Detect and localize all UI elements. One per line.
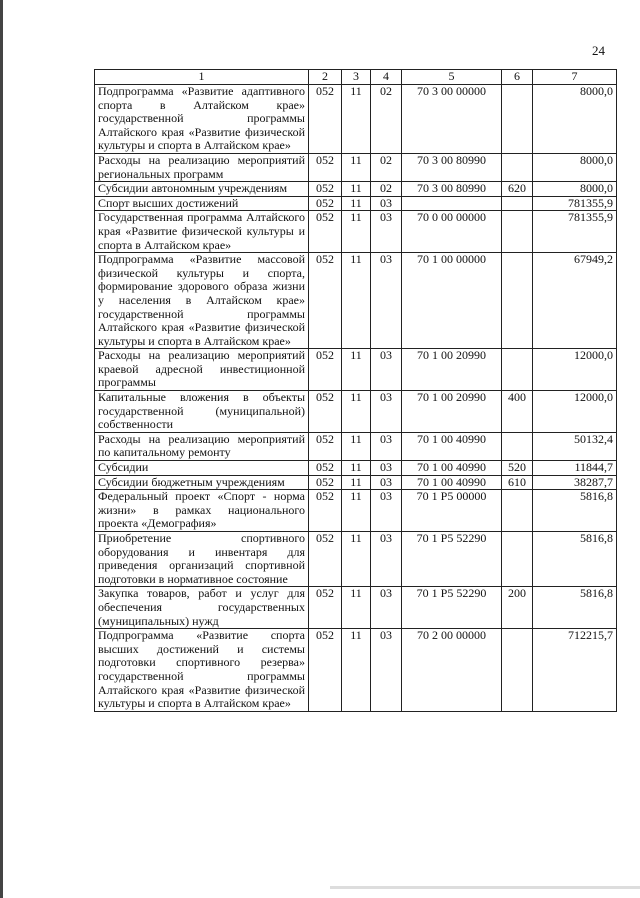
cell-csr: 70 1 00 00000 <box>402 253 502 349</box>
cell-csr: 70 3 00 00000 <box>402 85 502 154</box>
cell-vr <box>502 253 533 349</box>
cell-ved: 052 <box>309 211 342 253</box>
cell-ved: 052 <box>309 532 342 587</box>
cell-vr <box>502 211 533 253</box>
table-row <box>95 182 617 197</box>
cell-sum: 38287,7 <box>533 475 617 490</box>
cell-rz: 11 <box>342 629 371 712</box>
table-row <box>95 196 617 211</box>
table-row <box>95 532 617 587</box>
cell-name: Капитальные вложения в объекты государственной (муниципальной) собственности <box>95 391 309 433</box>
cell-csr <box>402 196 502 211</box>
cell-pr: 03 <box>371 349 402 391</box>
cell-ved: 052 <box>309 490 342 532</box>
cell-csr: 70 3 00 80990 <box>402 153 502 181</box>
cell-ved: 052 <box>309 85 342 154</box>
cell-csr: 70 0 00 00000 <box>402 211 502 253</box>
table-row <box>95 432 617 460</box>
table-row <box>95 587 617 629</box>
cell-csr: 70 3 00 80990 <box>402 182 502 197</box>
cell-rz: 11 <box>342 532 371 587</box>
cell-rz: 11 <box>342 391 371 433</box>
cell-vr <box>502 85 533 154</box>
cell-pr: 03 <box>371 211 402 253</box>
cell-rz: 11 <box>342 432 371 460</box>
column-header: 4 <box>371 70 402 85</box>
column-header: 6 <box>502 70 533 85</box>
cell-vr: 200 <box>502 587 533 629</box>
cell-rz: 11 <box>342 153 371 181</box>
cell-csr: 70 1 00 40990 <box>402 432 502 460</box>
table-row <box>95 475 617 490</box>
cell-sum: 8000,0 <box>533 182 617 197</box>
cell-csr: 70 1 00 20990 <box>402 391 502 433</box>
cell-ved: 052 <box>309 196 342 211</box>
cell-ved: 052 <box>309 391 342 433</box>
column-header: 3 <box>342 70 371 85</box>
table-row <box>95 391 617 433</box>
cell-name: Расходы на реализацию мероприятий по капитальному ремонту <box>95 432 309 460</box>
table-row <box>95 253 617 349</box>
table-row <box>95 153 617 181</box>
cell-pr: 03 <box>371 432 402 460</box>
budget-table <box>94 69 617 712</box>
cell-vr <box>502 432 533 460</box>
cell-name: Государственная программа Алтайского края «Развитие физической культуры и спорта в Алтайском крае» <box>95 211 309 253</box>
cell-sum: 5816,8 <box>533 490 617 532</box>
cell-name: Субсидии автономным учреждениям <box>95 182 309 197</box>
cell-rz: 11 <box>342 182 371 197</box>
cell-ved: 052 <box>309 629 342 712</box>
cell-rz: 11 <box>342 587 371 629</box>
cell-sum: 8000,0 <box>533 153 617 181</box>
cell-rz: 11 <box>342 85 371 154</box>
cell-pr: 03 <box>371 587 402 629</box>
cell-sum: 12000,0 <box>533 391 617 433</box>
cell-sum: 67949,2 <box>533 253 617 349</box>
cell-name: Субсидии <box>95 461 309 476</box>
table-body <box>95 85 617 712</box>
cell-ved: 052 <box>309 253 342 349</box>
cell-rz: 11 <box>342 349 371 391</box>
cell-pr: 03 <box>371 391 402 433</box>
cell-ved: 052 <box>309 461 342 476</box>
cell-name: Спорт высших достижений <box>95 196 309 211</box>
cell-name: Расходы на реализацию мероприятий региональных программ <box>95 153 309 181</box>
table-row <box>95 490 617 532</box>
cell-rz: 11 <box>342 461 371 476</box>
cell-rz: 11 <box>342 475 371 490</box>
cell-sum: 5816,8 <box>533 587 617 629</box>
cell-ved: 052 <box>309 153 342 181</box>
cell-sum: 781355,9 <box>533 211 617 253</box>
cell-rz: 11 <box>342 490 371 532</box>
cell-name: Субсидии бюджетным учреждениям <box>95 475 309 490</box>
cell-pr: 03 <box>371 196 402 211</box>
cell-vr: 520 <box>502 461 533 476</box>
cell-csr: 70 1 P5 52290 <box>402 532 502 587</box>
cell-pr: 02 <box>371 153 402 181</box>
cell-name: Подпрограмма «Развитие массовой физической культуры и спорта, формирование здорового образа жизни у населения в Алтайском крае» государственной программы Алтайского края «Развитие физической культуры и спорта в Алтайском крае» <box>95 253 309 349</box>
cell-rz: 11 <box>342 196 371 211</box>
cell-ved: 052 <box>309 182 342 197</box>
table-row <box>95 85 617 154</box>
cell-name: Подпрограмма «Развитие спорта высших достижений и системы подготовки спортивного резерва» государственной программы Алтайского края «Развитие физической культуры и спорта в Алтайском крае» <box>95 629 309 712</box>
cell-pr: 03 <box>371 253 402 349</box>
cell-vr <box>502 532 533 587</box>
cell-name: Расходы на реализацию мероприятий краевой адресной инвестиционной программы <box>95 349 309 391</box>
table-row <box>95 461 617 476</box>
cell-csr: 70 1 P5 00000 <box>402 490 502 532</box>
cell-sum: 712215,7 <box>533 629 617 712</box>
cell-pr: 02 <box>371 182 402 197</box>
cell-rz: 11 <box>342 253 371 349</box>
cell-vr <box>502 629 533 712</box>
cell-vr <box>502 349 533 391</box>
cell-csr: 70 1 00 40990 <box>402 475 502 490</box>
cell-name: Приобретение спортивного оборудования и инвентаря для приведения организаций спортивной подготовки в нормативное состояние <box>95 532 309 587</box>
column-header: 5 <box>402 70 502 85</box>
cell-ved: 052 <box>309 587 342 629</box>
cell-pr: 03 <box>371 490 402 532</box>
column-header: 7 <box>533 70 617 85</box>
cell-name: Закупка товаров, работ и услуг для обеспечения государственных (муниципальных) нужд <box>95 587 309 629</box>
cell-rz: 11 <box>342 211 371 253</box>
cell-csr: 70 1 00 40990 <box>402 461 502 476</box>
cell-name: Подпрограмма «Развитие адаптивного спорта в Алтайском крае» государственной программы Алтайского края «Развитие физической культуры и спорта в Алтайском крае» <box>95 85 309 154</box>
column-header: 2 <box>309 70 342 85</box>
cell-csr: 70 1 00 20990 <box>402 349 502 391</box>
cell-name: Федеральный проект «Спорт - норма жизни» в рамках национального проекта «Демография» <box>95 490 309 532</box>
cell-ved: 052 <box>309 432 342 460</box>
scan-artifact <box>330 886 640 889</box>
cell-sum: 781355,9 <box>533 196 617 211</box>
cell-sum: 12000,0 <box>533 349 617 391</box>
table-row <box>95 211 617 253</box>
table-row <box>95 629 617 712</box>
cell-pr: 02 <box>371 85 402 154</box>
cell-vr <box>502 490 533 532</box>
cell-pr: 03 <box>371 629 402 712</box>
cell-pr: 03 <box>371 532 402 587</box>
cell-csr: 70 2 00 00000 <box>402 629 502 712</box>
column-header: 1 <box>95 70 309 85</box>
cell-csr: 70 1 P5 52290 <box>402 587 502 629</box>
cell-pr: 03 <box>371 475 402 490</box>
cell-vr: 620 <box>502 182 533 197</box>
cell-ved: 052 <box>309 349 342 391</box>
cell-ved: 052 <box>309 475 342 490</box>
cell-sum: 5816,8 <box>533 532 617 587</box>
page-number: 24 <box>592 43 605 58</box>
cell-vr <box>502 153 533 181</box>
cell-sum: 50132,4 <box>533 432 617 460</box>
cell-vr: 610 <box>502 475 533 490</box>
scan-edge <box>0 0 3 898</box>
header-row <box>95 70 617 85</box>
cell-vr <box>502 196 533 211</box>
table-row <box>95 349 617 391</box>
cell-sum: 11844,7 <box>533 461 617 476</box>
cell-pr: 03 <box>371 461 402 476</box>
cell-vr: 400 <box>502 391 533 433</box>
cell-sum: 8000,0 <box>533 85 617 154</box>
